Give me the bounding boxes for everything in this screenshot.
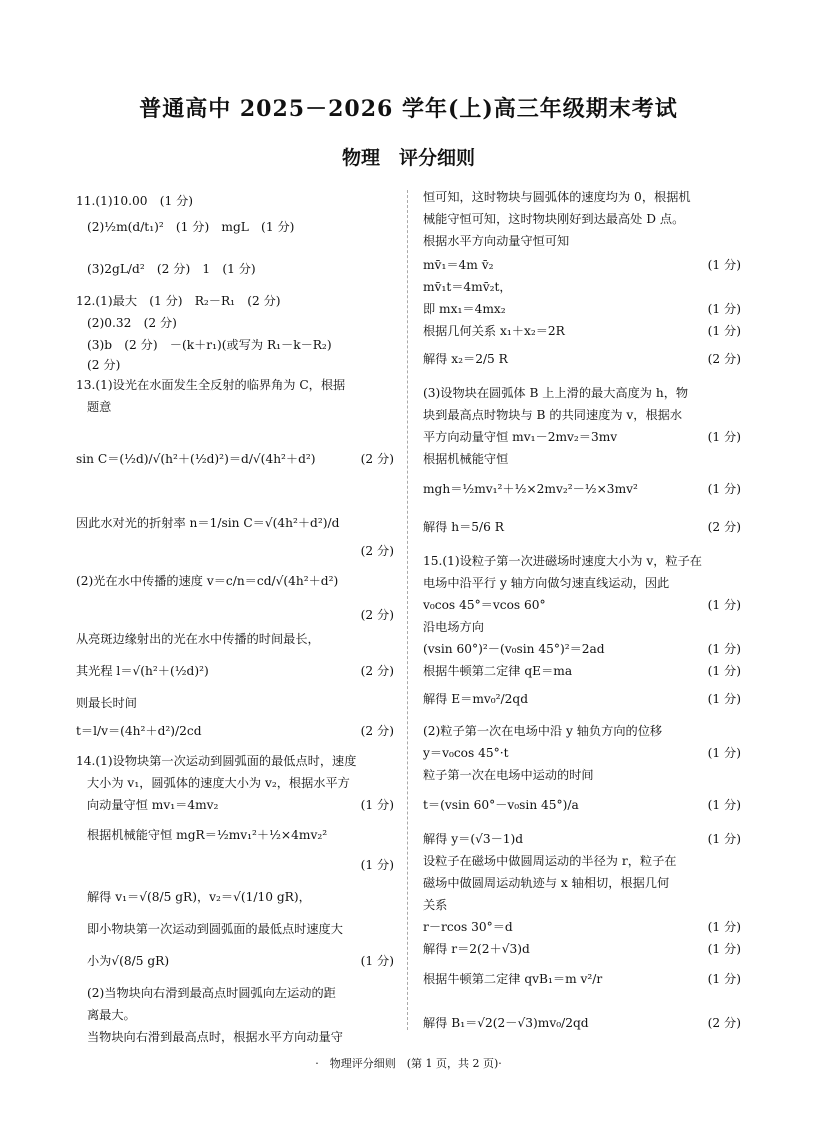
answer-line xyxy=(76,452,394,467)
answer-text: (3)设物块在圆弧体 B 上上滑的最大高度为 h，物 xyxy=(423,386,689,400)
score-points: (1 分) xyxy=(360,858,394,872)
answer-line xyxy=(76,890,394,905)
answer-line xyxy=(76,358,394,373)
score-points: (2 分) xyxy=(707,352,741,366)
score-points: (1 分) xyxy=(707,642,741,656)
answer-line xyxy=(423,854,741,869)
answer-line xyxy=(423,430,741,445)
answer-line xyxy=(76,724,394,739)
answer-text: (3)b (2 分) －(k＋r₁)(或写为 R₁－k－R₂) xyxy=(87,338,332,352)
score-points: (2 分) xyxy=(360,608,394,622)
answer-text: 11.(1)10.00 (1 分) xyxy=(76,194,194,208)
answer-line xyxy=(423,942,741,957)
answer-text: 解得 E＝mv₀²/2qd xyxy=(423,692,529,706)
answer-text: 13.(1)设光在水面发生全反射的临界角为 C，根据 xyxy=(76,378,346,392)
score-points: (2 分) xyxy=(707,1016,741,1030)
answer-line xyxy=(76,828,394,843)
answer-line xyxy=(76,194,394,209)
score-points: (1 分) xyxy=(707,482,741,496)
answer-text: 解得 r＝2(2＋√3)d xyxy=(423,942,530,956)
answer-text: 解得 y＝(√3－1)d xyxy=(423,832,524,846)
answer-text: 根据机械能守恒 xyxy=(423,452,509,466)
answer-line xyxy=(423,452,741,467)
answer-line xyxy=(76,754,394,769)
answer-text: mv̄₁t＝4mv̄₂t， xyxy=(423,280,512,294)
score-points: (1 分) xyxy=(707,430,741,444)
answer-text: 其光程 l＝√(h²＋(½d)²) xyxy=(76,664,209,678)
answer-text: sin C＝(½d)/√(h²＋(½d)²)＝d/√(4h²＋d²) xyxy=(76,452,316,466)
score-points: (1 分) xyxy=(707,324,741,338)
answer-text: 沿电场方向 xyxy=(423,620,484,634)
answer-line xyxy=(76,338,394,353)
answer-text: mv̄₁＝4m v̄₂ xyxy=(423,258,494,272)
score-points: (1 分) xyxy=(707,302,741,316)
answer-text: t＝l/v＝(4h²＋d²)/2cd xyxy=(76,724,202,738)
score-points: (2 分) xyxy=(360,724,394,738)
answer-line xyxy=(423,576,741,591)
answer-text: 即小物块第一次运动到圆弧面的最低点时速度大 xyxy=(87,922,343,936)
score-points: (1 分) xyxy=(707,832,741,846)
answer-text: v₀cos 45°＝vcos 60° xyxy=(423,598,546,612)
answer-text: 当物块向右滑到最高点时，根据水平方向动量守 xyxy=(87,1030,343,1044)
answer-text: 向动量守恒 mv₁＝4mv₂ xyxy=(87,798,219,812)
score-points: (1 分) xyxy=(707,798,741,812)
answer-line xyxy=(423,920,741,935)
score-points: (2 分) xyxy=(707,520,741,534)
answer-text: y＝v₀cos 45°·t xyxy=(423,746,509,760)
answer-line xyxy=(423,386,741,401)
score-points: (1 分) xyxy=(707,746,741,760)
answer-line xyxy=(423,798,741,813)
answer-text: t＝(vsin 60°－v₀sin 45°)/a xyxy=(423,798,579,812)
answer-line xyxy=(76,262,394,277)
answer-text: 12.(1)最大 (1 分) R₂－R₁ (2 分) xyxy=(76,294,281,308)
answer-text: 平方向动量守恒 mv₁－2mv₂＝3mv xyxy=(423,430,618,444)
page-title: 普通高中 2025－2026 学年(上)高三年级期末考试 xyxy=(139,96,678,122)
answer-line xyxy=(76,986,394,1001)
answer-line xyxy=(76,798,394,813)
answer-line xyxy=(76,922,394,937)
answer-text: 题意 xyxy=(87,400,112,414)
answer-line xyxy=(76,1008,394,1023)
answer-text: r－rcos 30°＝d xyxy=(423,920,513,934)
answer-text: 解得 h＝5/6 R xyxy=(423,520,504,534)
answer-text: (2 分) xyxy=(87,358,121,372)
answer-line xyxy=(423,746,741,761)
answer-line xyxy=(76,378,394,393)
answer-text: 解得 B₁＝√2(2－√3)mv₀/2qd xyxy=(423,1016,589,1030)
page-subtitle: 物理 评分细则 xyxy=(341,147,475,169)
answer-line xyxy=(76,220,394,235)
score-points: (1 分) xyxy=(707,692,741,706)
answer-text: 根据几何关系 x₁＋x₂＝2R xyxy=(423,324,565,338)
answer-text: 即 mx₁＝4mx₂ xyxy=(423,302,506,316)
answer-line xyxy=(76,294,394,309)
answer-line xyxy=(76,316,394,331)
answer-text: (2)0.32 (2 分) xyxy=(87,316,177,330)
answer-text: 根据机械能守恒 mgR＝½mv₁²＋½×4mv₂² xyxy=(87,828,328,842)
score-points: (1 分) xyxy=(360,954,394,968)
answer-line xyxy=(423,212,741,227)
answer-text: 块到最高点时物块与 B 的共同速度为 v，根据水 xyxy=(423,408,683,422)
answer-line xyxy=(423,664,741,679)
answer-line xyxy=(423,482,741,497)
answer-line xyxy=(423,302,741,317)
answer-text: 则最长时间 xyxy=(76,696,137,710)
answer-text: 设粒子在磁场中做圆周运动的半径为 r，粒子在 xyxy=(423,854,677,868)
answer-line xyxy=(423,768,741,783)
answer-text: 因此水对光的折射率 n＝1/sin C＝√(4h²＋d²)/d xyxy=(76,516,340,530)
score-points: (1 分) xyxy=(360,798,394,812)
answer-text: 小为√(8/5 gR) xyxy=(87,954,170,968)
answer-text: (2)½m(d/t₁)² (1 分) mgL (1 分) xyxy=(87,220,295,234)
answer-text: 关系 xyxy=(423,898,448,912)
answer-text: (2)当物块向右滑到最高点时圆弧向左运动的距 xyxy=(87,986,336,1000)
answer-line xyxy=(423,642,741,657)
answer-text: 恒可知，这时物块与圆弧体的速度均为 0，根据机 xyxy=(423,190,691,204)
column-divider xyxy=(407,190,408,1030)
answer-line xyxy=(76,516,394,531)
answer-text: (vsin 60°)²－(v₀sin 45°)²＝2ad xyxy=(423,642,605,656)
answer-line xyxy=(76,574,394,589)
answer-line xyxy=(423,876,741,891)
answer-line xyxy=(76,1030,394,1045)
score-points: (2 分) xyxy=(360,544,394,558)
answer-text: 离最大。 xyxy=(87,1008,136,1022)
answer-text: 根据水平方向动量守恒可知 xyxy=(423,234,570,248)
answer-line xyxy=(423,258,741,273)
answer-line xyxy=(423,234,741,249)
answer-text: 电场中沿平行 y 轴方向做匀速直线运动，因此 xyxy=(423,576,670,590)
answer-line xyxy=(76,632,394,647)
answer-line xyxy=(423,324,741,339)
answer-text: 解得 x₂＝2/5 R xyxy=(423,352,508,366)
answer-text: 解得 v₁＝√(8/5 gR)，v₂＝√(1/10 gR)， xyxy=(87,890,311,904)
answer-line xyxy=(423,352,741,367)
answer-line xyxy=(423,692,741,707)
answer-line xyxy=(423,520,741,535)
answer-text: 根据牛顿第二定律 qvB₁＝m v²/r xyxy=(423,972,603,986)
answer-line xyxy=(76,400,394,415)
answer-line xyxy=(423,280,741,295)
answer-line xyxy=(423,190,741,205)
score-points: (1 分) xyxy=(707,258,741,272)
answer-line xyxy=(423,408,741,423)
answer-text: 14.(1)设物块第一次运动到圆弧面的最低点时，速度 xyxy=(76,754,357,768)
answer-line xyxy=(423,724,741,739)
answer-line xyxy=(76,664,394,679)
answer-line xyxy=(76,954,394,969)
answer-text: 粒子第一次在电场中运动的时间 xyxy=(423,768,594,782)
answer-line xyxy=(423,554,741,569)
answer-line xyxy=(423,1016,741,1031)
score-points: (1 分) xyxy=(707,598,741,612)
answer-text: (2)光在水中传播的速度 v＝c/n＝cd/√(4h²＋d²) xyxy=(76,574,339,588)
answer-text: (3)2gL/d² (2 分) 1 (1 分) xyxy=(87,262,256,276)
answer-text: (2)粒子第一次在电场中沿 y 轴负方向的位移 xyxy=(423,724,663,738)
answer-text: 根据牛顿第二定律 qE＝ma xyxy=(423,664,573,678)
answer-text: 械能守恒可知，这时物块刚好到达最高处 D 点。 xyxy=(423,212,685,226)
answer-text: 大小为 v₁，圆弧体的速度大小为 v₂，根据水平方 xyxy=(87,776,350,790)
score-points: (1 分) xyxy=(707,972,741,986)
score-points: (1 分) xyxy=(707,664,741,678)
answer-line xyxy=(76,776,394,791)
answer-text: 15.(1)设粒子第一次进磁场时速度大小为 v，粒子在 xyxy=(423,554,702,568)
answer-line xyxy=(423,620,741,635)
answer-line xyxy=(423,898,741,913)
answer-line xyxy=(76,696,394,711)
score-points: (2 分) xyxy=(360,452,394,466)
score-points: (1 分) xyxy=(707,920,741,934)
answer-line xyxy=(423,598,741,613)
answer-line xyxy=(423,832,741,847)
score-points: (2 分) xyxy=(360,664,394,678)
page-footer: · 物理评分细则 (第 1 页，共 2 页)· xyxy=(315,1057,502,1070)
answer-text: mgh＝½mv₁²＋½×2mv₂²－½×3mv² xyxy=(423,482,638,496)
answer-text: 从亮斑边缘射出的光在水中传播的时间最长， xyxy=(76,632,320,646)
score-points: (1 分) xyxy=(707,942,741,956)
answer-line xyxy=(423,972,741,987)
answer-text: 磁场中做圆周运动轨迹与 x 轴相切，根据几何 xyxy=(423,876,670,890)
